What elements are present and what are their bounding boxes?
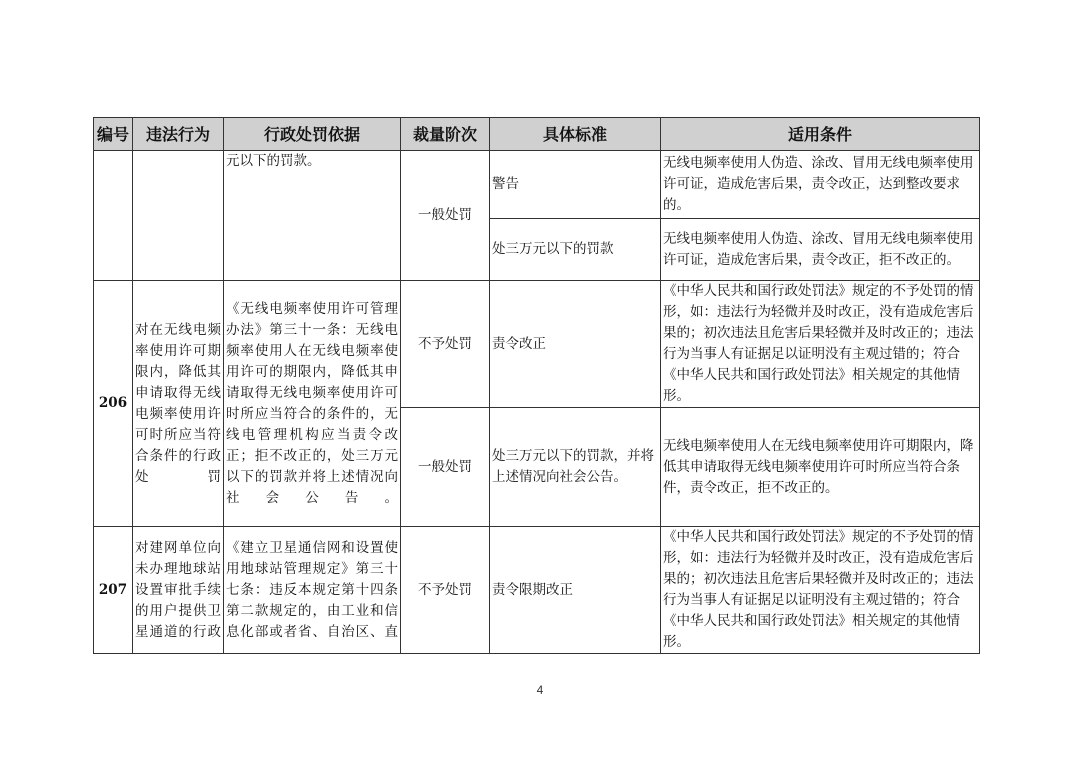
table-row xyxy=(94,151,980,219)
cont-standard-cell: 处三万元以下的罚款 xyxy=(490,219,661,281)
condition-cell-206-1: 《中华人民共和国行政处罚法》规定的不予处罚的情形，如：违法行为轻微并及时改正，没有造成危害后果的；初次违法且危害后果轻微并及时改正的；违法行为当事人有证据足以证明没有主观过错的；符合《中华人民共和国行政处罚法》相关规定的其他情形。 xyxy=(661,281,980,408)
cont-standard-cell: 警告 xyxy=(490,151,661,219)
level-cell-207: 不予处罚 xyxy=(401,527,490,654)
cont-condition-cell: 无线电频率使用人伪造、涂改、冒用无线电频率使用许可证，造成危害后果，责令改正，拒不改正的。 xyxy=(661,219,980,281)
cont-number-cell xyxy=(94,151,133,281)
header-violation: 违法行为 xyxy=(133,118,224,151)
violation-cell-206: 对在无线电频率使用许可期限内，降低其申请取得无线电频率使用许可时所应当符合条件的行政处罚 xyxy=(133,281,224,527)
cont-condition-cell: 无线电频率使用人伪造、涂改、冒用无线电频率使用许可证，造成危害后果，责令改正，达到整改要求的。 xyxy=(661,151,980,219)
table-header-row xyxy=(94,118,980,151)
standard-cell-206-2: 处三万元以下的罚款，并将上述情况向社会公告。 xyxy=(490,408,661,527)
violation-cell-207: 对建网单位向未办理地球站设置审批手续的用户提供卫星通道的行政 xyxy=(133,527,224,654)
cont-level-cell: 一般处罚 xyxy=(401,151,490,281)
page-number: 4 xyxy=(536,683,544,697)
penalty-table xyxy=(93,117,980,654)
cont-basis-cell: 元以下的罚款。 xyxy=(224,151,401,281)
standard-cell-206-1: 责令改正 xyxy=(490,281,661,408)
standard-cell-207: 责令限期改正 xyxy=(490,527,661,654)
header-basis: 行政处罚依据 xyxy=(224,118,401,151)
row-number-207: 207 xyxy=(94,527,133,654)
header-standard: 具体标准 xyxy=(490,118,661,151)
condition-cell-206-2: 无线电频率使用人在无线电频率使用许可期限内，降低其申请取得无线电频率使用许可时所应当符合条件，责令改正，拒不改正的。 xyxy=(661,408,980,527)
basis-cell-206: 《无线电频率使用许可管理办法》第三十一条：无线电频率使用人在无线电频率使用许可的期限内，降低其申请取得无线电频率使用许可时所应当符合的条件的，无线电管理机构应当责令改正；拒不改正的，处三万元以下的罚款并将上述情况向社会公告。 xyxy=(224,281,401,527)
level-cell-206-2: 一般处罚 xyxy=(401,408,490,527)
header-level: 裁量阶次 xyxy=(401,118,490,151)
cont-violation-cell xyxy=(133,151,224,281)
header-condition: 适用条件 xyxy=(661,118,980,151)
table-row xyxy=(94,281,980,408)
basis-cell-207: 《建立卫星通信网和设置使用地球站管理规定》第三十七条：违反本规定第十四条第二款规定的，由工业和信息化部或者省、自治区、直 xyxy=(224,527,401,654)
table-row xyxy=(94,527,980,654)
row-number-206: 206 xyxy=(94,281,133,527)
condition-cell-207: 《中华人民共和国行政处罚法》规定的不予处罚的情形，如：违法行为轻微并及时改正，没有造成危害后果的；初次违法且危害后果轻微并及时改正的；违法行为当事人有证据足以证明没有主观过错的；符合《中华人民共和国行政处罚法》相关规定的其他情形。 xyxy=(661,527,980,654)
header-number: 编号 xyxy=(94,118,133,151)
level-cell-206-1: 不予处罚 xyxy=(401,281,490,408)
